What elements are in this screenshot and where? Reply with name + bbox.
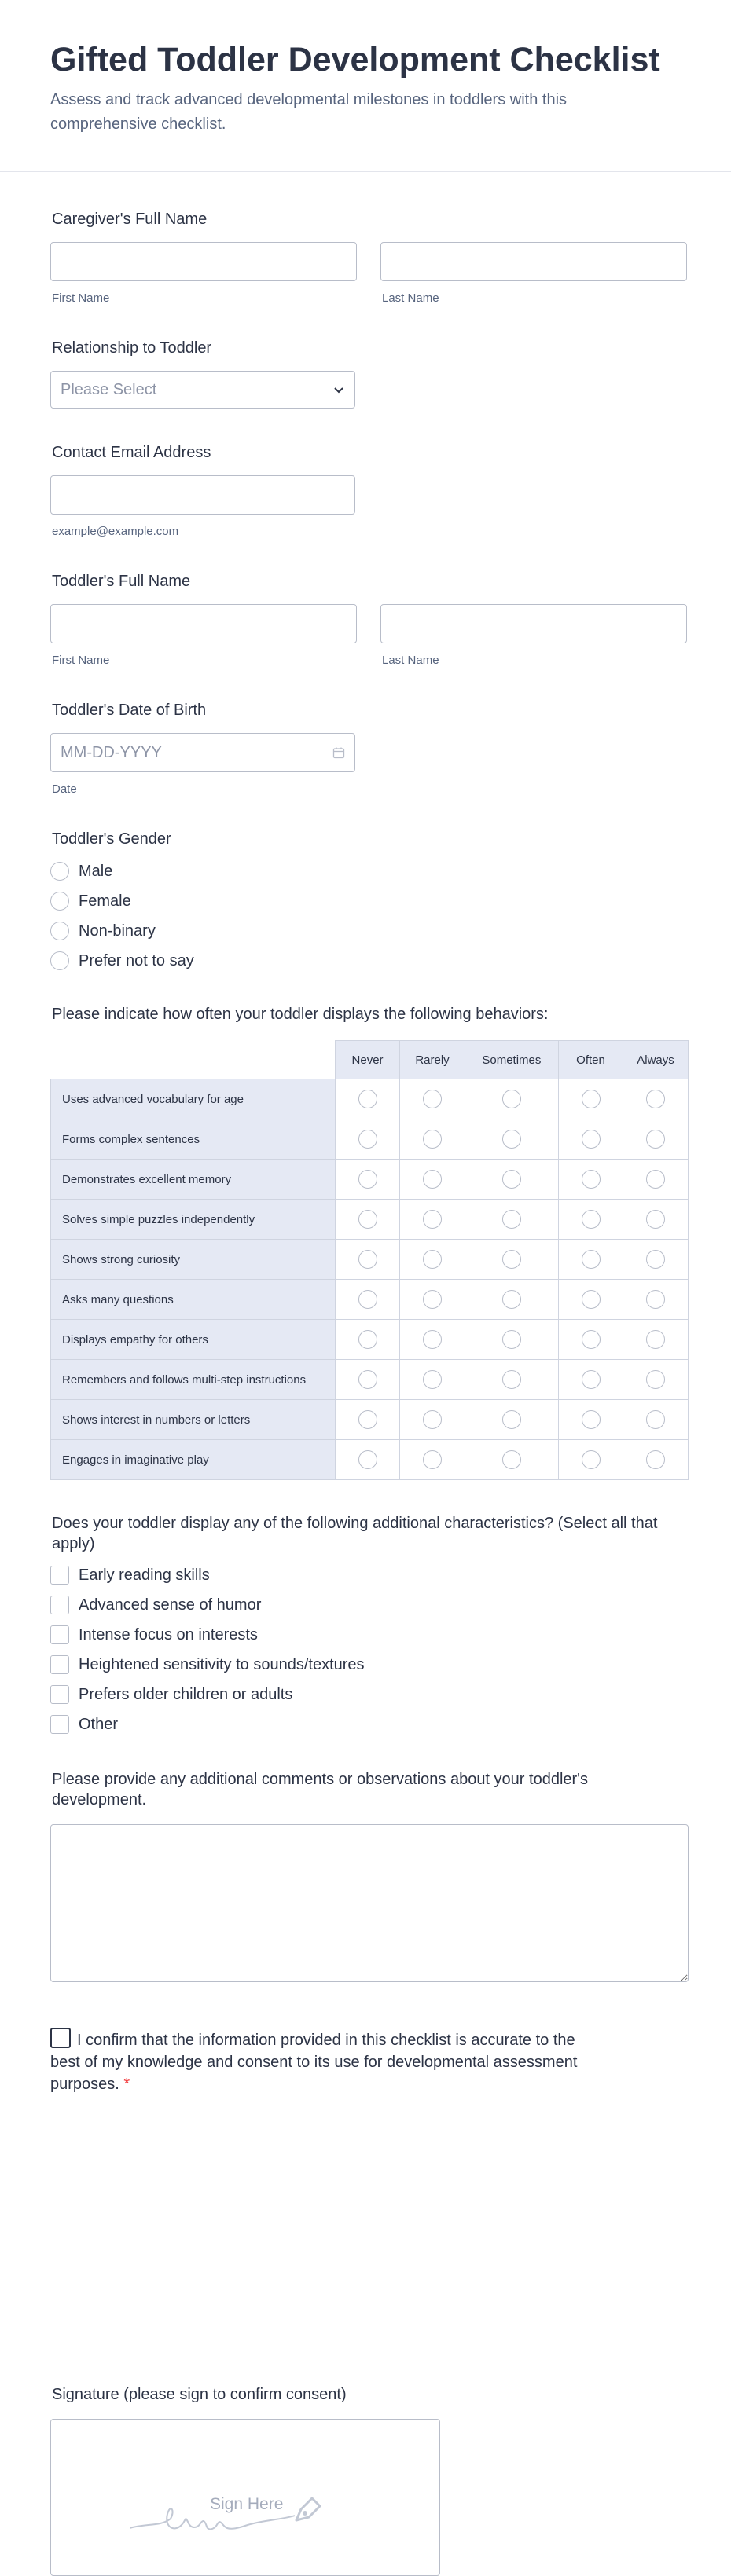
- checkbox[interactable]: [50, 1596, 69, 1614]
- option-label: Non-binary: [79, 922, 156, 940]
- matrix-cell: [465, 1400, 558, 1440]
- matrix-cell: [335, 1320, 399, 1360]
- toddler-first-name-sublabel: First Name: [52, 654, 110, 667]
- signature-pad[interactable]: [50, 2419, 440, 2576]
- matrix-radio-button[interactable]: [502, 1290, 521, 1309]
- matrix-radio-button[interactable]: [502, 1250, 521, 1269]
- radio-button[interactable]: [50, 892, 69, 911]
- matrix-row: [51, 1440, 689, 1480]
- matrix-radio-button[interactable]: [646, 1250, 665, 1269]
- matrix-cell: [558, 1440, 623, 1480]
- matrix-radio-button[interactable]: [502, 1370, 521, 1389]
- caregiver-name-question: [50, 209, 689, 305]
- matrix-cell: [465, 1320, 558, 1360]
- matrix-cell: [335, 1280, 399, 1320]
- matrix-cell: [400, 1440, 465, 1480]
- option-label: Early reading skills: [79, 1566, 210, 1584]
- matrix-radio-button[interactable]: [423, 1130, 442, 1149]
- matrix-cell: [335, 1400, 399, 1440]
- matrix-radio-button[interactable]: [582, 1290, 601, 1309]
- matrix-radio-button[interactable]: [502, 1130, 521, 1149]
- matrix-row: [51, 1119, 689, 1160]
- matrix-radio-button[interactable]: [646, 1170, 665, 1189]
- matrix-row: [51, 1400, 689, 1440]
- matrix-cell: [335, 1079, 399, 1119]
- characteristics-options: [50, 1565, 689, 1735]
- matrix-radio-button[interactable]: [646, 1370, 665, 1389]
- dob-question: [50, 700, 689, 796]
- toddler-name-question: [50, 571, 689, 667]
- matrix-row: [51, 1160, 689, 1200]
- toddler-last-name-input[interactable]: [380, 604, 687, 643]
- matrix-row-label: Demonstrates excellent memory: [51, 1160, 336, 1200]
- matrix-radio-button[interactable]: [358, 1170, 377, 1189]
- matrix-radio-button[interactable]: [502, 1210, 521, 1229]
- matrix-row: [51, 1360, 689, 1400]
- caregiver-first-name-input[interactable]: [50, 242, 357, 281]
- characteristic-option[interactable]: [50, 1595, 689, 1615]
- characteristic-option[interactable]: [50, 1625, 689, 1645]
- consent-question: [50, 2028, 689, 2095]
- checkbox[interactable]: [50, 1566, 69, 1585]
- matrix-cell: [400, 1160, 465, 1200]
- matrix-radio-button[interactable]: [423, 1250, 442, 1269]
- matrix-radio-button[interactable]: [582, 1090, 601, 1108]
- matrix-cell: [558, 1160, 623, 1200]
- matrix-cell: [400, 1400, 465, 1440]
- matrix-radio-button[interactable]: [358, 1450, 377, 1469]
- matrix-cell: [623, 1160, 689, 1200]
- page-subtitle: Assess and track advanced developmental milestones in toddlers with this comprehensive checklist.: [50, 91, 568, 133]
- matrix-column-header: Rarely: [400, 1041, 465, 1079]
- behaviors-question: [50, 1004, 689, 1480]
- matrix-cell: [465, 1160, 558, 1200]
- toddler-last-name-sublabel: Last Name: [382, 654, 439, 667]
- matrix-cell: [465, 1440, 558, 1480]
- relationship-question: [50, 338, 689, 409]
- option-label: Prefers older children or adults: [79, 1685, 293, 1703]
- consent-row[interactable]: [50, 2028, 601, 2095]
- matrix-radio-button[interactable]: [646, 1450, 665, 1469]
- matrix-radio-button[interactable]: [646, 1330, 665, 1349]
- matrix-radio-button[interactable]: [646, 1130, 665, 1149]
- checkbox[interactable]: [50, 1655, 69, 1674]
- matrix-column-header: Always: [623, 1041, 689, 1079]
- matrix-radio-button[interactable]: [358, 1130, 377, 1149]
- matrix-cell: [558, 1200, 623, 1240]
- matrix-cell: [400, 1119, 465, 1160]
- signature-label: Signature (please sign to confirm consent): [52, 2386, 347, 2403]
- consent-text: I confirm that the information provided in this checklist is accurate to the best of my knowledge and consent to its use for developmental assessment purposes.: [50, 2032, 578, 2093]
- matrix-cell: [623, 1240, 689, 1280]
- matrix-column-header: Never: [335, 1041, 399, 1079]
- matrix-cell: [558, 1079, 623, 1119]
- matrix-radio-button[interactable]: [582, 1330, 601, 1349]
- chevron-down-icon: [332, 383, 345, 396]
- matrix-radio-button[interactable]: [582, 1450, 601, 1469]
- email-sublabel: example@example.com: [52, 525, 179, 538]
- matrix-radio-button[interactable]: [646, 1290, 665, 1309]
- matrix-radio-button[interactable]: [423, 1290, 442, 1309]
- option-label: Female: [79, 892, 131, 910]
- form-header: [0, 0, 731, 172]
- matrix-row-label: Asks many questions: [51, 1280, 336, 1320]
- matrix-cell: [465, 1200, 558, 1240]
- matrix-radio-button[interactable]: [502, 1450, 521, 1469]
- matrix-cell: [400, 1360, 465, 1400]
- matrix-row: [51, 1200, 689, 1240]
- email-label: Contact Email Address: [52, 444, 211, 461]
- relationship-label: Relationship to Toddler: [52, 339, 212, 357]
- toddler-name-label: Toddler's Full Name: [52, 573, 191, 590]
- radio-button[interactable]: [50, 922, 69, 940]
- caregiver-first-name-sublabel: First Name: [52, 291, 110, 305]
- matrix-row-label: Engages in imaginative play: [51, 1440, 336, 1480]
- checkbox[interactable]: [50, 1715, 69, 1734]
- matrix-radio-button[interactable]: [423, 1330, 442, 1349]
- matrix-column-header: Sometimes: [465, 1041, 558, 1079]
- matrix-cell: [400, 1280, 465, 1320]
- matrix-cell: [400, 1240, 465, 1280]
- matrix-cell: [465, 1280, 558, 1320]
- matrix-cell: [335, 1240, 399, 1280]
- relationship-placeholder: Please Select: [61, 380, 157, 398]
- matrix-radio-button[interactable]: [582, 1170, 601, 1189]
- matrix-cell: [623, 1280, 689, 1320]
- matrix-row-label: Forms complex sentences: [51, 1119, 336, 1160]
- matrix-radio-button[interactable]: [582, 1130, 601, 1149]
- matrix-radio-button[interactable]: [423, 1450, 442, 1469]
- calendar-icon[interactable]: [332, 746, 345, 759]
- dob-sublabel: Date: [52, 782, 77, 796]
- matrix-radio-button[interactable]: [358, 1250, 377, 1269]
- matrix-radio-button[interactable]: [646, 1410, 665, 1429]
- matrix-radio-button[interactable]: [646, 1090, 665, 1108]
- characteristic-option[interactable]: [50, 1654, 689, 1675]
- matrix-cell: [465, 1240, 558, 1280]
- matrix-radio-button[interactable]: [358, 1370, 377, 1389]
- matrix-radio-button[interactable]: [423, 1370, 442, 1389]
- matrix-cell: [623, 1320, 689, 1360]
- matrix-cell: [335, 1360, 399, 1400]
- matrix-radio-button[interactable]: [423, 1170, 442, 1189]
- gender-option[interactable]: [50, 951, 689, 971]
- matrix-radio-button[interactable]: [423, 1210, 442, 1229]
- dob-placeholder: MM-DD-YYYY: [61, 743, 162, 761]
- matrix-radio-button[interactable]: [502, 1330, 521, 1349]
- matrix-row: [51, 1320, 689, 1360]
- matrix-row-label: Remembers and follows multi-step instructions: [51, 1360, 336, 1400]
- page-title: Gifted Toddler Development Checklist: [50, 41, 660, 79]
- caregiver-last-name-sublabel: Last Name: [382, 291, 439, 305]
- matrix-radio-button[interactable]: [358, 1290, 377, 1309]
- form-body: [0, 209, 731, 2576]
- matrix-cell: [400, 1320, 465, 1360]
- caregiver-last-name-input[interactable]: [380, 242, 687, 281]
- gender-options: [50, 861, 689, 971]
- required-mark: *: [123, 2076, 130, 2093]
- matrix-row-label: Displays empathy for others: [51, 1320, 336, 1360]
- gender-option[interactable]: [50, 921, 689, 941]
- matrix-cell: [623, 1400, 689, 1440]
- matrix-cell: [465, 1360, 558, 1400]
- matrix-radio-button[interactable]: [582, 1410, 601, 1429]
- comments-question: [50, 1769, 689, 1982]
- matrix-cell: [558, 1280, 623, 1320]
- matrix-cell: [623, 1360, 689, 1400]
- option-label: Prefer not to say: [79, 951, 194, 969]
- radio-button[interactable]: [50, 951, 69, 970]
- matrix-radio-button[interactable]: [358, 1330, 377, 1349]
- characteristic-option[interactable]: [50, 1684, 689, 1705]
- matrix-cell: [558, 1320, 623, 1360]
- email-input[interactable]: [50, 475, 355, 515]
- characteristic-option[interactable]: [50, 1565, 689, 1585]
- comments-label: Please provide any additional comments or observations about your toddler's development.: [52, 1771, 588, 1808]
- matrix-cell: [623, 1440, 689, 1480]
- matrix-radio-button[interactable]: [646, 1210, 665, 1229]
- matrix-row: [51, 1079, 689, 1119]
- matrix-cell: [335, 1160, 399, 1200]
- behaviors-matrix: [50, 1040, 689, 1480]
- characteristic-option[interactable]: [50, 1714, 689, 1735]
- matrix-row: [51, 1240, 689, 1280]
- matrix-row-label: Shows interest in numbers or letters: [51, 1400, 336, 1440]
- dob-input[interactable]: [50, 733, 355, 772]
- matrix-cell: [335, 1119, 399, 1160]
- relationship-select[interactable]: [50, 371, 355, 409]
- comments-textarea[interactable]: [50, 1824, 689, 1982]
- option-label: Heightened sensitivity to sounds/textures: [79, 1655, 365, 1673]
- signature-question: [50, 2384, 689, 2576]
- option-label: Male: [79, 862, 113, 880]
- matrix-cell: [465, 1119, 558, 1160]
- matrix-cell: [465, 1079, 558, 1119]
- email-question: [50, 442, 689, 538]
- option-label: Intense focus on interests: [79, 1625, 258, 1643]
- matrix-row-label: Uses advanced vocabulary for age: [51, 1079, 336, 1119]
- matrix-radio-button[interactable]: [423, 1090, 442, 1108]
- behaviors-label: Please indicate how often your toddler displays the following behaviors:: [52, 1006, 549, 1023]
- radio-button[interactable]: [50, 862, 69, 881]
- matrix-radio-button[interactable]: [502, 1410, 521, 1429]
- matrix-radio-button[interactable]: [358, 1090, 377, 1108]
- matrix-cell: [623, 1079, 689, 1119]
- matrix-radio-button[interactable]: [358, 1210, 377, 1229]
- matrix-row-label: Shows strong curiosity: [51, 1240, 336, 1280]
- consent-checkbox[interactable]: [50, 2028, 71, 2048]
- option-label: Advanced sense of humor: [79, 1596, 262, 1614]
- matrix-row: [51, 1280, 689, 1320]
- matrix-radio-button[interactable]: [502, 1170, 521, 1189]
- sign-here-text: Sign Here: [210, 2495, 284, 2513]
- gender-question: [50, 829, 689, 971]
- caregiver-name-label: Caregiver's Full Name: [52, 211, 208, 228]
- gender-label: Toddler's Gender: [52, 830, 171, 848]
- option-label: Other: [79, 1715, 119, 1733]
- pen-icon: [290, 2492, 325, 2527]
- matrix-cell: [558, 1360, 623, 1400]
- gender-option[interactable]: [50, 891, 689, 911]
- dob-label: Toddler's Date of Birth: [52, 702, 207, 719]
- matrix-cell: [558, 1400, 623, 1440]
- matrix-radio-button[interactable]: [423, 1410, 442, 1429]
- matrix-cell: [335, 1440, 399, 1480]
- matrix-column-header: Often: [558, 1041, 623, 1079]
- matrix-radio-button[interactable]: [582, 1210, 601, 1229]
- matrix-cell: [623, 1119, 689, 1160]
- gender-option[interactable]: [50, 861, 689, 881]
- matrix-corner: [51, 1041, 336, 1079]
- characteristics-question: [50, 1513, 689, 1735]
- matrix-radio-button[interactable]: [358, 1410, 377, 1429]
- matrix-radio-button[interactable]: [582, 1250, 601, 1269]
- checkbox[interactable]: [50, 1685, 69, 1704]
- matrix-cell: [400, 1200, 465, 1240]
- toddler-first-name-input[interactable]: [50, 604, 357, 643]
- matrix-radio-button[interactable]: [502, 1090, 521, 1108]
- characteristics-label: Does your toddler display any of the following additional characteristics? (Select all that apply): [52, 1515, 658, 1552]
- checkbox[interactable]: [50, 1625, 69, 1644]
- matrix-cell: [558, 1240, 623, 1280]
- matrix-radio-button[interactable]: [582, 1370, 601, 1389]
- matrix-cell: [400, 1079, 465, 1119]
- matrix-cell: [558, 1119, 623, 1160]
- matrix-row-label: Solves simple puzzles independently: [51, 1200, 336, 1240]
- matrix-cell: [335, 1200, 399, 1240]
- matrix-cell: [623, 1200, 689, 1240]
